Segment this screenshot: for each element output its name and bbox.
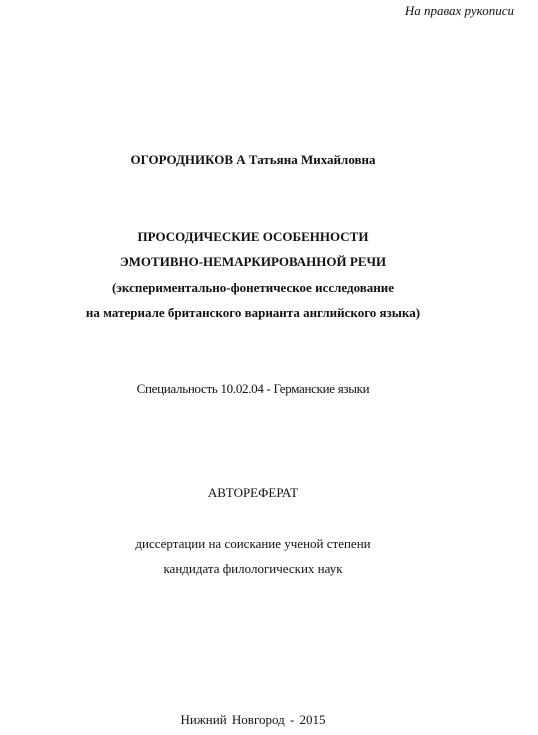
place-year: Нижний Новгород - 2015 xyxy=(180,712,326,727)
specialty-line: Специальность 10.02.04 - Германские языки xyxy=(136,381,370,396)
subtitle-line-2: на материале британского варианта английского языка) xyxy=(85,305,421,320)
author-name: ОГОРОДНИКОВ А Татьяна Михайловна xyxy=(130,152,376,167)
title-line-2: ЭМОТИВНО-НЕМАРКИРОВАННОЙ РЕЧИ xyxy=(119,254,387,269)
dissertation-line-1: диссертации на соискание ученой степени xyxy=(135,536,371,551)
subtitle-line-1: (экспериментально-фонетическое исследование xyxy=(111,280,395,295)
title-line-1: ПРОСОДИЧЕСКИЕ ОСОБЕННОСТИ xyxy=(137,229,369,244)
rights-note: На правах рукописи xyxy=(404,3,514,18)
document-type: АВТОРЕФЕРАТ xyxy=(207,485,299,500)
dissertation-line-2: кандидата филологических наук xyxy=(163,561,343,576)
